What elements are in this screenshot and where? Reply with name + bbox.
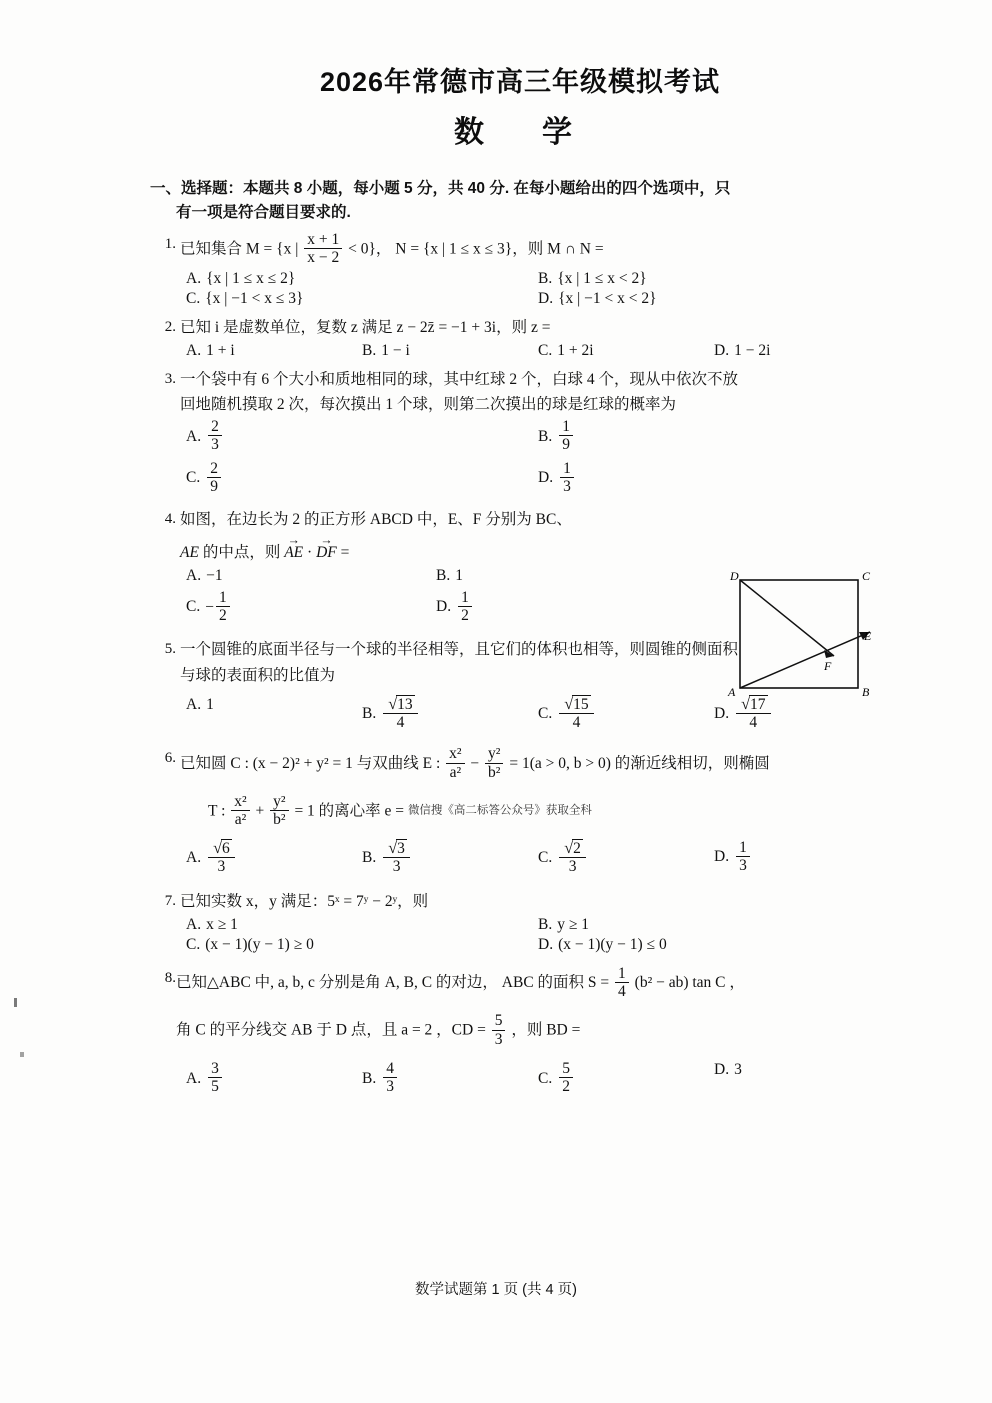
q8-line2: 角 C 的平分线交 AB 于 D 点，且 a = 2 ，CD = $\frac{5}{3}$ ，则 BD = (176, 1012, 581, 1048)
option-b[interactable]: B. $\frac{√3}{3}$ (362, 840, 538, 877)
option-d[interactable]: D. $\frac{1}{3}$ (714, 840, 890, 876)
fraction: $\frac{1}{3}$ (736, 839, 750, 875)
question-text (180, 746, 890, 829)
question-6-options (150, 840, 890, 877)
fraction: $\frac{4}{3}$ (383, 1060, 397, 1096)
section-heading-line1: 一、选择题：本题共 8 小题，每小题 5 分，共 40 分. 在每小题给出的四个选项中，只 (150, 180, 731, 197)
figure-label-D: D (730, 569, 739, 583)
subject-title: 数 学 (454, 116, 586, 149)
fraction: $\frac{√3}{3}$ (383, 839, 410, 876)
q4-line1: 如图，在边长为 2 的正方形 ABCD 中，E、F 分别为 BC、 (180, 510, 572, 528)
question-number: 2. (164, 318, 176, 335)
option-b[interactable]: B. y ≥ 1 (538, 915, 589, 933)
question-4-options-row1 (150, 567, 686, 585)
option-d[interactable]: D. (x − 1)(y − 1) ≤ 0 (538, 935, 667, 953)
option-a[interactable]: A. 1 + i (186, 341, 235, 359)
option-b[interactable]: B. $\frac{1}{9}$ (538, 419, 890, 455)
option-d[interactable]: D. $\frac{√17}{4}$ (714, 696, 890, 733)
fraction: $\frac{√13}{4}$ (383, 695, 417, 732)
question-text (176, 966, 890, 1049)
option-a[interactable]: A. {x | 1 ≤ x ≤ 2} (186, 269, 296, 287)
question-3 (150, 367, 890, 417)
option-c[interactable]: C. $\frac{2}{9}$ (186, 461, 538, 497)
question-7 (150, 889, 890, 914)
exam-content (150, 60, 890, 1097)
scan-speck (20, 1052, 24, 1057)
fraction: $\frac{1}{3}$ (560, 460, 574, 496)
option-c[interactable]: C. 1 + 2i (538, 341, 594, 359)
option-b[interactable]: B. 1 (436, 566, 463, 584)
question-8 (150, 966, 890, 1049)
question-4 (150, 507, 890, 565)
question-3-options-row2 (150, 461, 890, 497)
fraction: $\frac{2}{3}$ (208, 418, 222, 454)
question-2-options (150, 342, 890, 360)
fraction: $\frac{1}{2}$ (216, 589, 230, 625)
watermark-text: 微信搜《高二标答公众号》获取全科 (407, 804, 592, 817)
fraction: $\frac{√6}{3}$ (208, 839, 235, 876)
fraction: $\frac{\text{x²}}{\text{a²}}$ (446, 745, 464, 781)
question-6 (150, 746, 890, 829)
option-b[interactable]: B. $\frac{√13}{4}$ (362, 696, 538, 733)
fraction: $\frac{\text{y²}}{\text{b²}}$ (270, 793, 288, 829)
question-text (180, 367, 890, 417)
fraction: $\frac{√17}{4}$ (736, 695, 770, 732)
option-a[interactable]: A. $\frac{2}{3}$ (186, 419, 538, 455)
q3-line2: 回地随机摸取 2 次，每次摸出 1 个球，则第二次摸出的球是红球的概率为 (180, 395, 677, 413)
section-heading-line2: 有一项是符合题目要求的. (176, 204, 351, 222)
question-number: 1. (164, 236, 176, 253)
fraction: $\frac{5}{2}$ (559, 1060, 573, 1096)
question-3-options-row1 (150, 419, 890, 455)
question-7-options-row2 (150, 936, 890, 954)
q6-line2: T : $\frac{\text{x²}}{\text{a²}}$ + $\frac{\text{y²}}{\text{b²}}$ = 1 的离心率 e = 微信搜《高二标答公众号》获取全科 (208, 793, 592, 829)
question-1 (150, 232, 890, 268)
q5-line2: 与球的表面积的比值为 (180, 666, 336, 684)
option-d[interactable]: D. {x | −1 < x < 2} (538, 289, 657, 307)
figure-label-B: B (862, 685, 870, 699)
option-a[interactable]: A. 1 (186, 695, 214, 713)
page-title: 2026年常德市高三年级模拟考试 (319, 67, 721, 97)
q1-text-post: N = {x | 1 ≤ x ≤ 3}，则 M ∩ N = (395, 240, 604, 258)
option-c[interactable]: C. (x − 1)(y − 1) ≥ 0 (186, 935, 314, 953)
question-1-options-row2 (150, 290, 890, 308)
question-8-options (150, 1061, 890, 1097)
figure-label-E: E (864, 629, 872, 643)
option-b[interactable]: B. 1 − i (362, 341, 410, 359)
fraction: $\frac{5}{3}$ (492, 1012, 506, 1048)
question-4-options-row2 (150, 590, 686, 626)
question-2 (150, 315, 890, 340)
option-d[interactable]: D. 3 (714, 1061, 742, 1079)
question-4-figure (712, 568, 902, 708)
fraction: $\frac{1}{4}$ (615, 965, 629, 1001)
q1-text-pre: 已知集合 M = {x | (180, 240, 299, 258)
question-number: 3. (164, 370, 176, 387)
question-text (180, 507, 680, 565)
question-text: 已知实数 x，y 满足：5ˣ = 7ʸ − 2ʸ，则 (180, 892, 429, 910)
question-number: 5. (164, 641, 176, 658)
q8-line1: 已知△ABC 中, a, b, c 分别是角 A, B, C 的对边， ABC 的面积 S = $\frac{1}{4}$ (b² − ab) tan C ， (176, 964, 745, 1001)
fraction: $\frac{\text{x²}}{\text{a²}}$ (231, 793, 249, 829)
option-d[interactable]: D. $\frac{1}{3}$ (538, 461, 890, 497)
q6-line1: 已知圆 C : (x − 2)² + y² = 1 与双曲线 E : $\frac{\text{x²}}{\text{a²}}$ − $\frac{\text{y²}}{\text{b²}}$ = 1(a > 0, b > 0) 的渐近线相切，则椭圆 (180, 745, 770, 781)
question-text: 已知 i 是虚数单位，复数 z 满足 z − 2z̄ = −1 + 3i，则 z = (180, 318, 551, 336)
q1-text-mid: < 0}， (348, 240, 392, 258)
question-text (180, 232, 890, 268)
fraction: $\frac{2}{9}$ (207, 460, 221, 496)
q3-line1: 一个袋中有 6 个大小和质地相同的球，其中红球 2 个，白球 4 个，现从中依次不放 (180, 370, 739, 388)
option-c[interactable]: C. − $\frac{1}{2}$ (186, 590, 436, 626)
figure-label-C: C (862, 569, 871, 583)
option-b[interactable]: B. {x | 1 ≤ x < 2} (538, 269, 647, 287)
fraction: $\frac{√15}{4}$ (559, 695, 593, 732)
page-footer: 数学试题第 1 页 (共 4 页) (415, 1282, 577, 1298)
option-c[interactable]: C. $\frac{√2}{3}$ (538, 840, 714, 877)
fraction: $\frac{3}{5}$ (208, 1060, 222, 1096)
fraction: $\frac{\text{y²}}{\text{b²}}$ (485, 745, 503, 781)
option-d[interactable]: D. 1 − 2i (714, 341, 771, 359)
question-number: 8. (164, 969, 176, 986)
figure-label-F: F (824, 659, 832, 673)
option-c[interactable]: C. $\frac{√15}{4}$ (538, 696, 714, 733)
question-number: 4. (164, 510, 176, 527)
section-heading (150, 177, 890, 225)
option-a[interactable]: A. x ≥ 1 (186, 915, 238, 933)
option-a[interactable]: A. $\frac{3}{5}$ (186, 1061, 362, 1097)
q5-line1: 一个圆锥的底面半径与一个球的半径相等，且它们的体积也相等，则圆锥的侧面积 (180, 641, 739, 659)
option-d[interactable]: D. $\frac{1}{2}$ (436, 590, 686, 626)
q4-line2: AE 的中点，则 AE → · DF → = (180, 540, 349, 565)
option-c[interactable]: C. {x | −1 < x ≤ 3} (186, 289, 304, 307)
question-number: 6. (164, 750, 176, 767)
option-a[interactable]: A. −1 (186, 566, 223, 584)
fraction: $\frac{1}{2}$ (458, 589, 472, 625)
q1-fraction: $\frac{x + 1}{x - 2}$ (304, 231, 342, 267)
option-b[interactable]: B. $\frac{4}{3}$ (362, 1061, 538, 1097)
fraction: $\frac{√2}{3}$ (559, 839, 586, 876)
scan-speck (14, 998, 17, 1007)
question-1-options-row1 (150, 270, 890, 288)
question-number: 7. (164, 892, 176, 909)
option-c[interactable]: C. $\frac{5}{2}$ (538, 1061, 714, 1097)
option-a[interactable]: A. $\frac{√6}{3}$ (186, 840, 362, 877)
question-7-options-row1 (150, 916, 890, 934)
figure-label-A: A (728, 685, 736, 699)
fraction: $\frac{1}{9}$ (559, 418, 573, 454)
